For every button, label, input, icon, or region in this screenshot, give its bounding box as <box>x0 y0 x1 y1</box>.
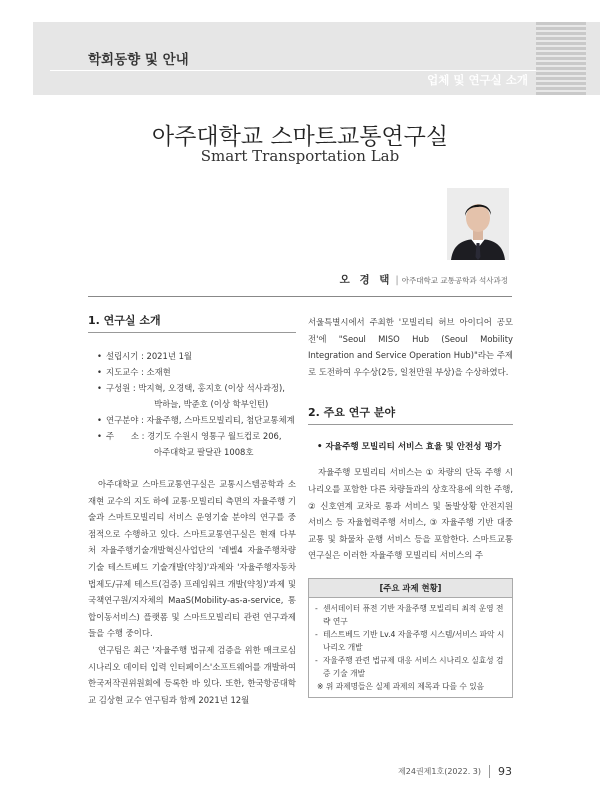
achievement-paragraph: 연구팀은 최근 '자율주행 법규제 검증을 위한 매크로심 시나리오 데이터 입력 인터페이스'소프트웨어를 개발하여 한국저작권위원회에 등록한 바 있다. 또한, 한국항공대학교 김상현 교수 연구팀과 함께 2021년 12월 <box>88 644 296 705</box>
project-item: - 자율주행 관련 법규제 대응 서비스 시나리오 실효성 검증 기술 개발 <box>315 654 506 680</box>
article-title-korean: 아주대학교 스마트교통연구실 <box>151 124 449 150</box>
project-summary-box <box>308 578 513 698</box>
author-separator: | <box>395 275 399 286</box>
title-divider <box>88 296 512 297</box>
right-column <box>308 314 513 698</box>
intro-paragraph: 아주대학교 스마트교통연구실은 교통시스템공학과 소재현 교수의 지도 하에 교통·모빌리티 측면의 자율주행 기술과 스마트모빌리티 서비스 운영기술 분야의 연구를 중점적으로 수행하고 있다. 스마트교통연구실은 현재 다부처 자율주행기술개발혁신사업단의 '레벨4 자율주행차량기술 테스트베드 기술개발(약칭)'과제와 '자율주행자동차 법제도/규제 테스트(검증) 프레임워크 개발(약칭)'과제 및 국책연구원/지자체의 MaaS(Mobility-as-a-service, 통합이동서비스) 플랫폼 및 스마트모빌리티 관련 연구과제들을 수행 중이다. <box>88 479 296 639</box>
author-name: 오 경 택 <box>339 274 393 286</box>
author-byline <box>340 272 508 287</box>
info-item-address: • 주 소 : 경기도 수원시 영통구 월드컵로 206, 아주대학교 팔달관 1008호 <box>97 428 296 460</box>
page-number: 93 <box>498 765 512 778</box>
info-item-founded: • 설립시기 : 2021년 1월 <box>97 348 296 364</box>
project-item: - 테스트베드 기반 Lv.4 자율주행 시스템/서비스 파악 시나리오 개발 <box>315 628 506 654</box>
summary-box-title: [주요 과제 현황] <box>309 579 512 598</box>
section-category-left: 학회동향 및 안내 <box>88 52 189 68</box>
section-category-right: 업체 및 연구실 소개 <box>427 73 528 87</box>
author-portrait-image <box>447 188 509 260</box>
continued-paragraph: 서울특별시에서 주최한 '모빌리티 허브 아이디어 공모전'에 "Seoul MISO Hub (Seoul Mobility Integration and Service Operation Hub)"라는 주제로 도전하여 우수상(2등, 일천만원 부상)을 수상하였다. <box>308 317 513 377</box>
project-item: - 센서데이터 퓨전 기반 자율주행 모빌리티 최적 운영 전략 연구 <box>315 602 506 628</box>
article-title-english: Smart Transportation Lab <box>200 147 400 165</box>
research-paragraph: 자율주행 모빌리티 서비스는 ① 차량의 단독 주행 시나리오를 포함한 다른 차량들과의 상호작용에 의한 주행, ② 신호연계 교차로 통과 서비스 및 돌발상황 안전지원 서비스 등 자율협력주행 서비스, ③ 자율주행 기반 대중교통 및 화물차 운행 서비스 등을 포함한다. 스마트교통연구실은 이러한 자율주행 모빌리티 서비스의 주 <box>308 467 513 561</box>
info-item-research-area: • 연구분야 : 자율주행, 스마트모빌리티, 첨단교통체계 <box>97 412 296 428</box>
author-affiliation: 아주대학교 교통공학과 석사과정 <box>401 276 508 285</box>
section-heading-lab-intro: 1. 연구실 소개 <box>88 312 296 333</box>
project-note: ※ 위 과제명들은 실제 과제의 제목과 다를 수 있음 <box>317 681 485 691</box>
left-column <box>88 312 296 708</box>
project-list <box>309 598 512 697</box>
header-divider <box>50 70 536 71</box>
sub-heading-service-evaluation: • 자율주행 모빌리티 서비스 효율 및 안전성 평가 <box>317 442 502 453</box>
page-footer <box>398 765 512 778</box>
header-stripes <box>536 22 586 95</box>
section-heading-research-areas: 2. 주요 연구 분야 <box>308 404 513 425</box>
author-photo <box>447 188 509 260</box>
issue-label: 제24권제1호(2022. 3) <box>398 767 481 776</box>
info-item-members: • 구성원 : 박지혁, 오경택, 홍지호 (이상 석사과정), 박하늘, 박준호 (이상 학부인턴) <box>97 380 296 412</box>
info-item-advisor: • 지도교수 : 소재현 <box>97 364 296 380</box>
lab-info-list <box>97 348 296 460</box>
footer-separator <box>489 765 490 778</box>
